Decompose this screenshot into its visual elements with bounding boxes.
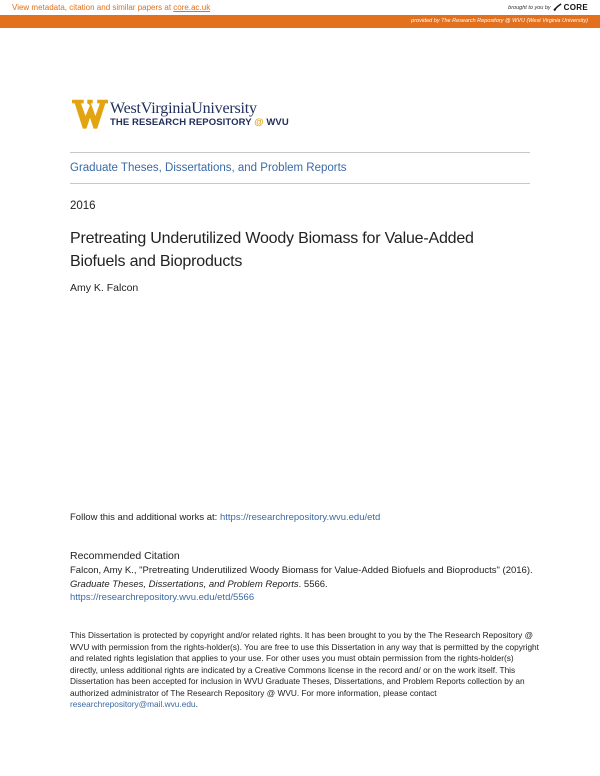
core-topbar — [0, 0, 600, 15]
citation-text: Falcon, Amy K., "Pretreating Underutilized Woody Biomass for Value-Added Biofuels and Bioproducts" (2016). — [70, 565, 533, 576]
wvu-wordmark — [110, 101, 289, 129]
core-brand[interactable] — [508, 3, 588, 12]
top-divider — [70, 152, 530, 153]
publication-year: 2016 — [70, 200, 96, 212]
series-link[interactable]: Graduate Theses, Dissertations, and Problem Reports — [70, 162, 347, 174]
citation-number: . 5566. — [298, 578, 328, 590]
wvu-subtitle-main: THE RESEARCH REPOSITORY — [110, 117, 255, 128]
core-metadata-note — [12, 3, 210, 12]
wvu-subtitle — [110, 117, 289, 129]
citation-heading: Recommended Citation — [70, 550, 180, 562]
follow-prefix: Follow this and additional works at: — [70, 512, 220, 523]
wvu-logo — [72, 98, 289, 134]
provider-strip — [0, 15, 600, 28]
citation-link[interactable]: https://researchrepository.wvu.edu/etd/5566 — [70, 592, 255, 603]
core-logo[interactable] — [553, 3, 588, 12]
author-name: Amy K. Falcon — [70, 282, 139, 294]
brought-by-label: brought to you by — [508, 4, 551, 11]
flying-wv-icon — [72, 98, 108, 134]
core-logo-text: CORE — [563, 3, 588, 12]
core-metadata-prefix: View metadata, citation and similar papers at — [12, 3, 174, 12]
wvu-subtitle-at: @ — [254, 117, 264, 128]
core-logo-icon — [553, 3, 562, 12]
citation-body — [70, 564, 540, 605]
etd-collection-link[interactable]: https://researchrepository.wvu.edu/etd — [219, 512, 381, 523]
follow-line — [70, 512, 380, 523]
rights-statement — [70, 630, 540, 711]
rights-text: This Dissertation is protected by copyright and/or related rights. It has been brought to you by the The Research Repository @ WVU with permission from the rights-holder(s). You are free to use this Dissertation in any way that is permitted by the copyright and related rights legislation that applies to your use. For other uses you must obtain permission from the rights-holder(s) directly, unless additional rights are indicated by a Creative Commons license in the record and/ or on the work itself. This Dissertation has been accepted for inclusion in WVU Graduate Theses, Dissertations, and Problem Reports collection by an authorized administrator of The Research Repository @ WVU. For more information, please contact — [70, 630, 539, 698]
citation-series: Graduate Theses, Dissertations, and Problem Reports — [70, 578, 299, 590]
contact-email-link[interactable]: researchrepository@mail.wvu.edu — [70, 699, 196, 709]
wvu-name: WestVirginiaUniversity — [110, 100, 257, 117]
wvu-subtitle-end: WVU — [263, 117, 289, 128]
rights-end: . — [195, 699, 198, 709]
series-divider — [70, 183, 530, 184]
core-link[interactable]: core.ac.uk — [173, 3, 211, 12]
document-title: Pretreating Underutilized Woody Biomass for Value-Added Biofuels and Bioproducts — [70, 230, 474, 270]
provider-text: provided by The Research Repository @ WVU (West Virginia University) — [411, 18, 588, 24]
